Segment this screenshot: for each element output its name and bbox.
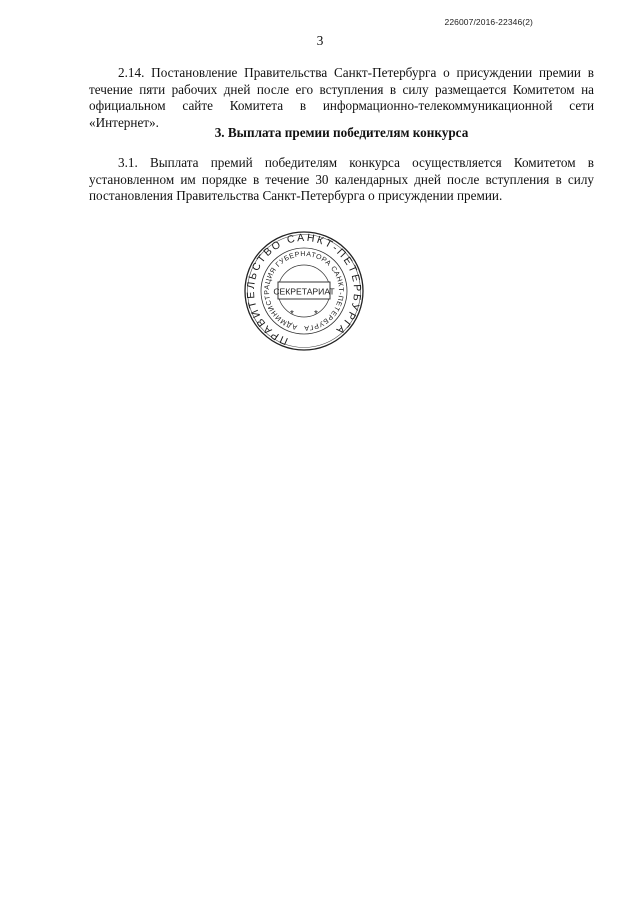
paragraph-2-14: 2.14. Постановление Правительства Санкт-Петербурга о присуждении премии в течение пяти рабочих дней после его вступления в силу размещается Комитетом на официальном сайте Комитета в информационно-телекоммуникационной сети «Интернет». bbox=[89, 65, 594, 130]
seal-star-left: * bbox=[290, 309, 294, 320]
page-number: 3 bbox=[316, 33, 324, 48]
seal-inner-text: АДМИНИСТРАЦИЯ ГУБЕРНАТОРА САНКТ-ПЕТЕРБУРГА bbox=[263, 250, 345, 332]
paragraph-3-1-container bbox=[89, 155, 594, 205]
paragraph-2-14-container bbox=[89, 65, 594, 131]
seal-outer-text: ПРАВИТЕЛЬСТВО САНКТ-ПЕТЕРБУРГА bbox=[244, 231, 364, 348]
document-code: 226007/2016-22346(2) bbox=[444, 17, 533, 27]
secretariat-seal bbox=[243, 229, 365, 353]
section-3-heading: 3. Выплата премии победителям конкурса bbox=[214, 125, 469, 140]
seal-star-right: * bbox=[314, 309, 318, 320]
paragraph-3-1: 3.1. Выплата премий победителям конкурса осуществляется Комитетом в установленном им порядке в течение 30 календарных дней после вступления в силу постановления Правительства Санкт-Петербурга о присуждении премии. bbox=[89, 155, 594, 203]
seal-stamp-icon bbox=[243, 229, 365, 353]
seal-center-text: СЕКРЕТАРИАТ bbox=[273, 286, 335, 297]
